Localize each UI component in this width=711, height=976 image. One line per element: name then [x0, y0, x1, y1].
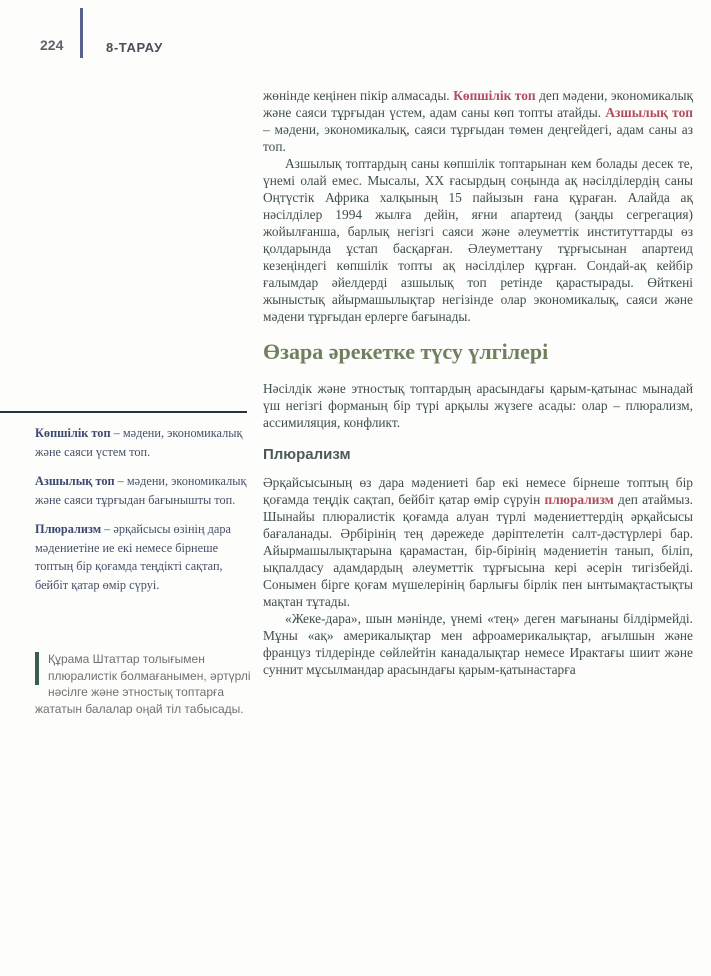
main-text-column	[263, 87, 693, 678]
body-text: – мәдени, экономикалық, саяси тұрғыдан төмен деңгейдегі, адам саны аз топ.	[263, 122, 693, 154]
margin-note	[35, 651, 265, 717]
definition-item	[35, 424, 249, 461]
paragraph-pluralism-definition	[263, 474, 693, 610]
key-term-minority-group: Азшылық топ	[605, 105, 693, 120]
key-term-pluralism: плюрализм	[544, 492, 614, 507]
body-text: деп атаймыз. Шынайы плюралистік қоғамда алуан түрлі мәдениеттердің әрқайсысы бағаланады. Әрбірінің тең дәрежеде дәріптелетін салт-дәстүрлері бар. Айырмашылықтарына қарамастан, бір-бірінің мәдениетін танып, біліп, ықпалдасу адамдардың әлеуметтік тұрғысына кері әсерін тигізбейді. Сонымен бірге қоғам мүшелерінің барлығы бірлік пен ынтымақтастықты мақтан тұтады.	[263, 492, 693, 609]
definition-term: Азшылық топ	[35, 474, 115, 488]
definition-term: Көпшілік топ	[35, 426, 111, 440]
body-text: жөнінде кеңінен пікір алмасады.	[263, 88, 454, 103]
definition-text: – мәдени, экономикалық және саяси үстем топ.	[35, 426, 243, 459]
note-text: Құрама Штаттар толығымен плюралистік болмағанымен, әртүрлі нәсілге және этностық топтарға жататын балалар оңай тіл табысады.	[35, 652, 251, 716]
definition-item	[35, 472, 249, 509]
section-heading: Өзара әрекетке түсу үлгілері	[263, 339, 549, 364]
note-accent-bar	[35, 652, 39, 685]
margin-divider-rule	[0, 411, 247, 413]
body-text: Әрқайсысының өз дара мәдениеті бар екі немесе бірнеше топтың бір қоғамда теңдік сақтап, бейбіт қатар өмір сүруін	[263, 475, 693, 507]
definition-item	[35, 520, 249, 594]
chapter-accent-bar	[80, 8, 83, 58]
paragraph-majority-minority	[263, 87, 693, 155]
definition-term: Плюрализм	[35, 522, 102, 536]
definition-text: – мәдени, экономикалық және саяси тұрғыдан бағынышты топ.	[35, 474, 247, 507]
paragraph-separate-not-equal: «Жеке-дара», шын мәнінде, үнемі «тең» деген мағынаны білдірмейді. Мұны «ақ» америкалықтар мен афроамерикалықтар, ағылшын және француз тілдерінде сөйлейтін канадалықтар немесе Ирактағы шиит және суннит мұсылмандар арасындағы қарым-қатынастарға	[263, 611, 693, 677]
key-term-majority-group: Көпшілік топ	[453, 88, 536, 103]
definition-text: – әрқайсысы өзінің дара мәдениетіне ие екі немесе бірнеше топтың бір қоғамда теңдікті сақтап, бейбіт қатар өмір сүруі.	[35, 522, 231, 592]
subsection-heading-pluralism: Плюрализм	[263, 446, 351, 463]
body-text: деп мәдени, экономикалық және саяси тұрғыдан үстем, адам саны көп топты атайды.	[263, 88, 693, 120]
chapter-title: 8-ТАРАУ	[106, 40, 163, 55]
paragraph-apartheid-example: Азшылық топтардың саны көпшілік топтарынан кем болады десек те, үнемі олай емес. Мысалы, XX ғасырдың соңында ақ нәсілділердің саны Оңтүстік Африка халқының 15 пайызын ғана құраған. Алайда ақ нәсілділер 1994 жылға дейін, яғни апартеид (заңды сегрегация) жойылғанша, барлық негізгі саяси және әлеуметтік институттарды өз қолдарында ұстап басқарған. Әлеуметтану тұрғысынан апартеид кезеңіндегі көпшілік топты ақ нәсілділер құрған. Сондай-ақ кейбір ғалымдар әйелдерді азшылық топ ретінде қарастырады. Өйткені жыныстық айырмашылықтар негізінде олар экономикалық, саяси және мәдени тұрғыдан ерлерге бағынады.	[263, 156, 693, 324]
margin-definitions	[35, 424, 249, 605]
paragraph-interaction-forms: Нәсілдік және этностық топтардың арасындағы қарым-қатынас мынадай үш негізгі форманың бір түрі арқылы жүзеге асады: олар – плюрализм, ассимиляция, конфликт.	[263, 381, 693, 430]
page-number: 224	[40, 37, 64, 53]
